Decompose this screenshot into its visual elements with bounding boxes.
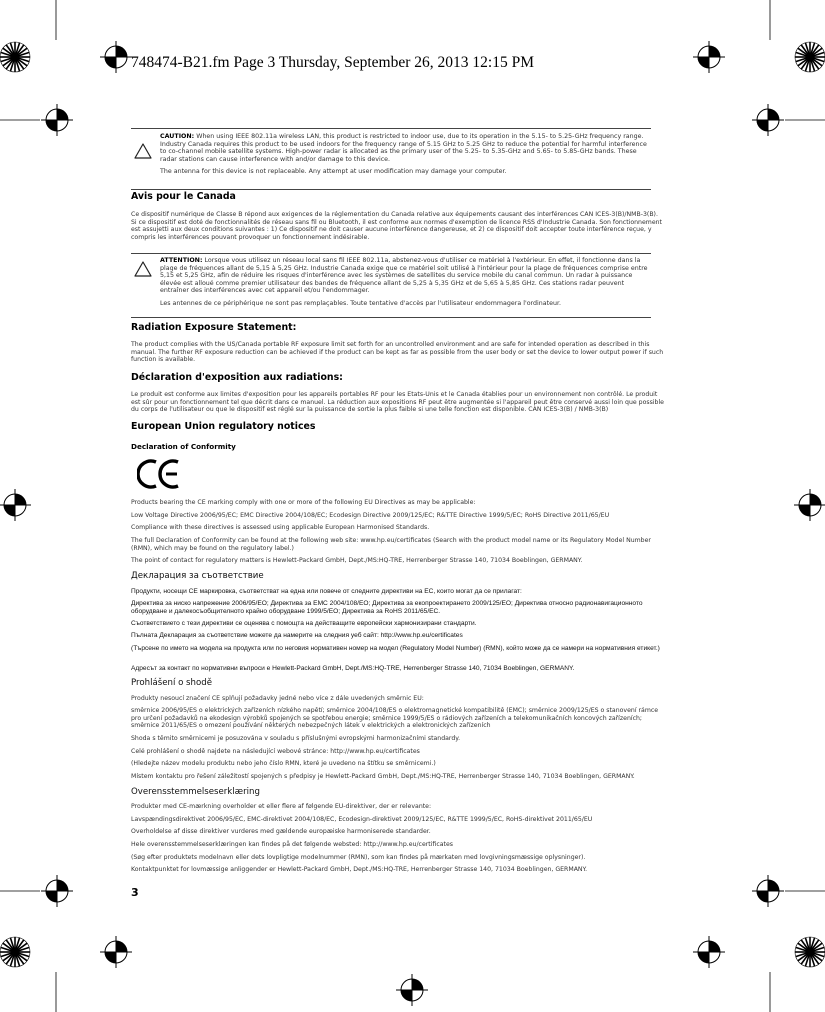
cs-para-6: Místem kontaktu pro řešení záležitostí spojených s předpisy je Hewlett-Packard GmbH, Dept./MS:HQ-TRE, Herrenberger Strasse 140, 71034 Boeblingen, GERMANY. — [131, 773, 635, 780]
attention-text-2: Les antennes de ce périphérique ne sont pas remplaçables. Toute tentative d'accès par l'utilisateur endommagera l'ordinateur. — [160, 299, 561, 307]
declaration-paragraph: Le produit est conforme aux limites d'exposition pour les appareils portables RF pour les Etats-Unis et le Canada établies pour un environnement non contrôlé. Le produit est sûr pour un fonctionnement tel que décrit dans ce manuel. La réduction aux expositions RF peut être augmentée si l'appareil peut être conservé aussi loin que possible du corps de l'utilisateur ou que le dispositif est réglé sur la puissance de sortie la plus faible si une telle fonction est disponible. CAN ICES-3(B) / NMB-3(B) — [131, 391, 664, 413]
bg-para-6: Адресът за контакт по нормативни въпроси е Hewlett-Packard GmbH, Dept./MS:HQ-TRE, Herrenberger Strasse 140, 71034 Boeblingen, GERMANY. — [131, 665, 575, 672]
da-para-5: (Søg efter produktets modelnavn eller dets lovpligtige modelnummer (RMN), som kan findes på mærkaten med lovgivningsmæssige oplysninger). — [131, 854, 586, 861]
bg-para-5: (Търсене по името на модела на продукта или по неговия нормативен номер на модел (Regulatory Model Number) (RMN), който може да се намери на нормативния етикет.) — [131, 645, 660, 652]
page-number: 3 — [131, 886, 139, 899]
cs-para-1: Produkty nesoucí značení CE splňují požadavky jedné nebo více z dále uvedených směrnic EU: — [131, 695, 424, 702]
eu-para-4: The full Declaration of Conformity can be found at the following web site: www.hp.eu/certificates (Search with the product model name or its Regulatory Model Number (RMN), which may be found on the regulatory label.) — [131, 537, 651, 552]
warning-icon — [134, 261, 152, 277]
da-para-2: Lavspændingsdirektivet 2006/95/EC, EMC-direktivet 2004/108/EC, Ecodesign-direktivet 2009/125/EC, R&TTE 1999/5/EC, RoHS-direktivet 2011/65/EU — [131, 816, 593, 823]
bg-para-4: Пълната Декларация за съответствие можете да намерите на следния уеб сайт: http://www.hp.eu/certificates — [131, 632, 463, 639]
eu-para-2: Low Voltage Directive 2006/95/EC; EMC Directive 2004/108/EC; Ecodesign Directive 2009/125/EC; R&TTE Directive 1999/5/EC; RoHS Directive 2011/65/EU — [131, 512, 610, 519]
heading-avis-canada: Avis pour le Canada — [131, 191, 236, 202]
heading-eu-notices: European Union regulatory notices — [131, 421, 316, 432]
ce-mark-logo — [137, 458, 181, 490]
heading-declaration-conformity: Declaration of Conformity — [131, 442, 236, 451]
bg-para-3: Съответствието с тези директиви се оценява с помощта на действащите европейски хармонизирани стандарти. — [131, 620, 477, 627]
da-para-6: Kontaktpunktet for lovmæssige anliggender er Hewlett-Packard GmbH, Dept./MS:HQ-TRE, Herrenberger Strasse 140, 71034 Boeblingen, GERMANY. — [131, 866, 588, 873]
heading-cs: Prohlášení o shodě — [131, 678, 212, 688]
cs-para-3: Shoda s těmito směrnicemi je posuzována v souladu s příslušnými evropskými harmonizačními standardy. — [131, 735, 461, 742]
heading-da: Overensstemmelseserklæring — [131, 787, 260, 797]
attention-label: ATTENTION: — [160, 257, 203, 264]
warning-icon — [134, 143, 152, 159]
heading-bg: Декларация за съответствие — [131, 571, 264, 581]
heading-declaration-exposition: Déclaration d'exposition aux radiations: — [131, 372, 343, 383]
caution-label: CAUTION: — [160, 133, 195, 140]
bg-para-1: Продукти, носещи CE маркировка, съответстват на една или повече от следните директиви на ЕС, които могат да се прилагат: — [131, 588, 522, 595]
eu-para-5: The point of contact for regulatory matters is Hewlett-Packard GmbH, Dept./MS:HQ-TRE, Herrenberger Strasse 140, 71034 Boeblingen, GERMANY. — [131, 557, 583, 564]
cs-para-4: Celé prohlášení o shodě najdete na následující webové stránce: http://www.hp.eu/certificates — [131, 748, 420, 755]
caution-note — [131, 128, 651, 190]
da-para-4: Hele overensstemmelseserklæringen kan findes på det følgende websted: http://www.hp.eu/certificates — [131, 841, 453, 848]
attention-text: Lorsque vous utilisez un réseau local sans fil IEEE 802.11a, abstenez-vous d'utiliser ce matériel à l'extérieur. En effet, il fonctionne dans la plage de fréquences allant de 5,15 à 5,25 GHz. Industrie Canada exige que ce matériel soit utilisé à l'intérieur pour la plage de fréquences comprise entre 5,15 et 5,25 GHz, afin de réduire les risques d'interférence avec les systèmes de satellites du service mobile du canal commun. Un radar à puissance élevée est alloué comme premier utilisateur des bandes de fréquence allant de 5,25 à 5,35 GHz et de 5,65 à 5,85 GHz. Ces stations radar peuvent entraîner des interférences avec cet appareil et/ou l'endommager. — [160, 257, 648, 295]
page-header-slug: 748474-B21.fm Page 3 Thursday, September 26, 2013 12:15 PM — [131, 54, 534, 71]
attention-note — [131, 253, 651, 318]
avis-paragraph: Ce dispositif numérique de Classe B répond aux exigences de la réglementation du Canada relative aux équipements causant des interférences CAN ICES-3(B)/NMB-3(B). Si ce dispositif est doté de fonctionnalités de réseau sans fil ou Bluetooth, il est conforme aux normes d'exemption de licence RSS d'Industrie Canada. Son fonctionnement est assujetti aux deux conditions suivantes : 1) Ce dispositif ne doit causer aucune interférence dangereuse, et 2) ce dispositif doit accepter toute interférence reçue, y compris les interférences pouvant provoquer un fonctionnement indésirable. — [131, 211, 662, 241]
heading-radiation-exposure: Radiation Exposure Statement: — [131, 322, 297, 333]
cs-para-2: směrnice 2006/95/ES o elektrických zařízeních nízkého napětí; směrnice 2004/108/ES o elektromagnetické kompatibilitě (EMC); směrnice 2009/125/ES o stanovení rámce pro určení požadavků na ekodesign výrobků spojených se spotřebou energie; směrnice 1999/5/ES o rádiových zařízeních a telekomunikačních koncových zařízeních; směrnice 2011/65/ES o omezení používání některých nebezpečných látek v elektrických a elektronických zařízeních — [131, 707, 659, 729]
da-para-3: Overholdelse af disse direktiver vurderes med gældende europæiske harmoniserede standarder. — [131, 828, 431, 835]
caution-text-2: The antenna for this device is not replaceable. Any attempt at user modification may damage your computer. — [160, 168, 507, 176]
cs-para-5: (Hledejte název modelu produktu nebo jeho číslo RMN, které je uvedeno na štítku se směrnicemi.) — [131, 760, 436, 767]
caution-text: When using IEEE 802.11a wireless LAN, this product is restricted to indoor use, due to its operation in the 5.15- to 5.25-GHz frequency range. Industry Canada requires this product to be used indoors for the frequency range of 5.15 GHz to 5.25 GHz to reduce the potential for harmful interference to co-channel mobile satellite systems. High-power radar is allocated as the primary user of the 5.25- to 5.35-GHz and 5.65- to 5.85-GHz bands. These radar stations can cause interference with and/or damage to this device. — [160, 133, 647, 163]
eu-para-1: Products bearing the CE marking comply with one or more of the following EU Directives as may be applicable: — [131, 499, 476, 506]
radiation-paragraph: The product complies with the US/Canada portable RF exposure limit set forth for an uncontrolled environment and are safe for intended operation as described in this manual. The further RF exposure reduction can be achieved if the product can be kept as far as possible from the user body or set the device to lower output power if such function is available. — [131, 341, 664, 363]
eu-para-3: Compliance with these directives is assessed using applicable European Harmonised Standards. — [131, 524, 430, 531]
bg-para-2: Директива за ниско напрежение 2006/95/ЕО; Директива за EMC 2004/108/ЕО; Директива за екопроектирането 2009/125/ЕО; Директива относно радионавигационното оборудване и далекосъобщителното крайно оборудване 1999/5/ЕО; Директива за RoHS 2011/65/ЕС. — [131, 600, 643, 615]
da-para-1: Produkter med CE-mærkning overholder et eller flere af følgende EU-direktiver, der er relevante: — [131, 803, 432, 810]
